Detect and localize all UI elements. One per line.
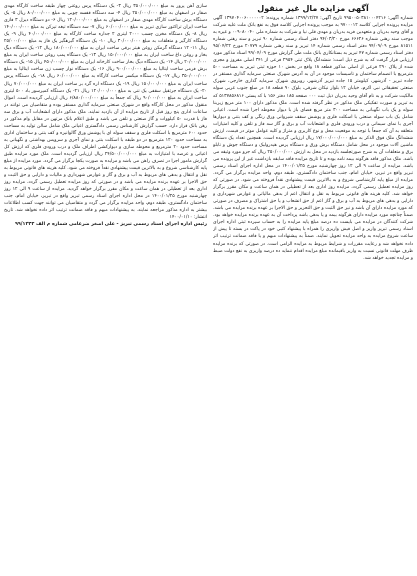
notice-footer: رئیس اداره اجرای اسناد رسمی تبریز - علی اصغر ضرغامی شماره م الف ۹۹/۱۲۴۳	[14, 222, 207, 228]
notice-title: آگهی مزایده مال غیر منقول	[257, 4, 369, 13]
notice-body-right: شماره آگهی: ۹۹۵۰۰۵۰۳۸۱۰۰۰۴۲۱۶ تاریخ آگهی: ۱۳۹۹/۱۲/۲۷ شماره پرونده: ۱۳۹۷۰۴۰۰۶۰۰۰۰۰۰۲ آگهی مزایده پرونده اجرایی کلاسه ۹۷۰۰۰۱۲ به موجب پرونده اجرایی کلاسه فوق به نفع بانک ملت علیه شرکت و آقای وحید بدریان و متعهدین فرید بدریان و مهدی قلی نیا و شرکت به شماره ملی ۰۰۹۰۸۰۰۴۰ و غیره به موجب سند رهنی شماره ۶۶۶۲۶ مورخ ۹۴/۰۳/۲۰ دفتر اسناد رسمی شماره ۹۰ تبریز و سند رهنی شماره ۸۱۵۱۱ مورخ ۹۴/۰۹/۰۹ دفتر اسناد رسمی شماره ۱۴ تبریز و سند رهنی شماره ۲۰۷۷۹ مورخ ۹۵/۰۴/۲۲ دفتر اسناد رسمی شماره ۴۷ تبریز به بستانکاری بانک ملت طی گزارش مورخ ۹۹/۰۴/۰۹ اسناد مذکور مورد ارزیابی قرار گرفت که به شرح ذیل است: ششدانگ پلاک ثبتی ۲۹۵۴ فرعی از ۳۴۱ اصلی مفروز و مجزی شده از پلاک ۲۹۰ فرعی از اصلی مذکور قطعه ۱۸ واقع در بخش ۱۰ حوزه ثبتی تبریز به مساحت ۵۰۰ مترمربع با انضمام ساختمان و تاسیسات موجود در آن به آدرس شهرک صنعتی سرمایه گذاری مستقر در جاده تبریز - آذرشهر، کیلومتر ۱۵ جاده تبریز آذرشهر، روبروی شهرک سرمایه گذاری خارجی، شهرک صنعتی تحقیقاتی نبی اکرم، خیابان ۱۲ بلوار نیکان شرقی، بلوک ۹۰ قطعه ۱۸ در ضلع جنوب غربی سوله مالکیت شرکت و به نام آقای وحید بدریان ذیل ثبت ۰۰۰ صفحه ۱۸۵ دفتر ۱۵۶ با کد پستی ۵۱۳۷۸۵۶۸۱۶ که به تبریز و صورت تفکیکی ملک مذکور در نظر گرفته شده است. ملک مذکور دارای ۱۰۰ متر مربع زیربنا سوله و یک باب نگهبانی به مساحت ۳۰۰ متر مربع فضای باز با دیوار محوطه اجرا شده است. اعیانی شامل یک باب سوله صنعتی با اسکلت فلزی و پوشش سقف شیروانی ورق رنگی و کف بتنی و دیوارها آجری با نمای سیمانی و درب ورودی فلزی و انشعابات آب و برق و گاز سه فاز و تلفن و کلیه امتیازات متعلقه به آن که جمعاً با توجه به موقعیت محل و نوع کاربری و متراژ و کلیه عوامل موثر در قیمت، ارزش ششدانگ ملک فوق الذکر به مبلغ ۱۷/۰۰۰/۰۰۰/۰۰۰ ریال ارزیابی گردیده است. همچنین تعداد یک دستگاه ماشین آلات موجود در محل شامل دستگاه برش ورق و دستگاه پرس هیدرولیک و دستگاه جوش و تابلو برق و متعلقات آن به شرح صورتجلسه بازدید در محل به ارزش ۲۵۰/۰۰۰/۰۰۰ ریال که جزو مورد وثیقه می باشد. ملک مذکور فاقد هرگونه بیمه نامه بوده و تا تاریخ مزایده فاقد سابقه بازداشت غیر از این پرونده می باشد. مزایده از ساعت ۹ الی ۱۲ روز چهارشنبه مورخ ۱۴۰۰/۰۱/۲۵ در محل اداره اجرای اسناد رسمی تبریز واقع در تبریز، خیابان امام، جنب ساختمان دادگستری، طبقه دوم، واحد مزایده برگزار می گردد. مزایده از مبلغ پایه کارشناسی شروع و به بالاترین قیمت پیشنهادی نقداً فروخته می شود. در صورتی که روز مزایده تعطیل رسمی گردد، مزایده روز اداری بعد از تعطیلی در همان ساعت و مکان مقرر برگزار خواهد شد. کلیه هزینه های قانونی مربوط به نقل و انتقال اعم از بدهی مالیاتی و عوارض شهرداری و دارایی و بدهی های مربوط به آب و برق و گاز اعم از حق انشعاب و یا حق اشتراک و مصرف در صورتی که مورد مزایده دارای آن باشد و نیز حق الثبت و حق التحریر و حق الاجرا بر عهده برنده مزایده می باشد. ضمناً چنانچه مورد مزایده دارای هرگونه بیمه و یا بدهی باشد پرداخت آن به عهده برنده مزایده خواهد بود. شرکت کنندگان در مزایده می بایست ده درصد مبلغ پایه مزایده را به حساب سپرده ثبتی اداره اجرای اسناد رسمی تبریز واریز و اصل فیش واریزی را همراه با پیشنهاد کتبی خود در پاکت در بسته تا پیش از ساعت شروع مزایده به واحد مزایده تحویل نمایند. ضمناً به پیشنهادات مبهم و یا فاقد ضمانت ترتیب اثر داده نخواهد شد و رعایت مقررات و شرایط مربوط به مزایده الزامی است. در صورتی که برنده مزایده ظرف مهلت قانونی نسبت به واریز باقیمانده مبلغ مزایده اقدام ننماید ده درصد واریزی به نفع دولت ضبط و مزایده تجدید خواهد شد.	[213, 16, 413, 261]
notice-column-right	[213, 3, 413, 573]
notice-body-left: سازی آهن پرور به مبلغ ۳۵۰/۰۰۰/۰۰۰ ریال ۳- یک دستگاه پرس روغنی چهار طبقه ساخت کارگاه مهدی صفار در اصفهان به مبلغ ۲۵۰/۰۰۰/۰۰۰ ریال ۴- سه دستگاه قفسه چوبی به مبلغ ۸۰/۰۰۰/۰۰۰ ریال ۵- یک دستگاه برش ساخت کارگاه مهدی صفار در اصفهان به مبلغ ۱۲۰/۰۰۰/۰۰۰ ریال ۶- دو دستگاه دیزل ۳ فازی ساخت ایران تراکتور سازی تبریز به مبلغ ۶۰/۰۰۰/۰۰۰ ریال ۷- سه دستگاه تیغه تیزکن به مبلغ ۱۴۰/۰۰۰/۰۰۰ ریال ۸- یک دستگاه مخزن چسب ۲۰۰۰ لیتری ۲ جداره ساخت کارگاه به مبلغ ۴۰/۰۰۰/۰۰۰ ریال ۹- یک دستگاه کارگیر و متعلقات به مبلغ ۳۰/۰۰۰/۰۰۰ ریال ۱۰- یک دستگاه گیرهگیر یک فاز به مبلغ ۲۵/۰۰۰/۰۰۰ ریال ۱۱- ۱۲ دستگاه گرمکن روغن هیتر برقی ساخت ایران به مبلغ ۱۸۰/۰۰۰/۰۰۰ ریال ۱۲- یک دستگاه دیگ بخار و روغن داغ ساخت ایران به مبلغ ۱۵۰/۰۰۰/۰۰۰ ریال ۱۳- یک دستگاه پمپ روغن ساخت ایران به مبلغ ۲۰/۰۰۰/۰۰۰ ریال ۱۴- یک دستگاه دیگ بخار ساخت کارخانه ایران به مبلغ ۴۵۰/۰۰۰/۰۰۰ ریال ۱۵- یک دستگاه برش فرمی ساخت ایتالیا به مبلغ ۹۰۰/۰۰۰/۰۰۰ ریال ۱۶- یک دستگاه نوار چسب زن ساخت ایتالیا به مبلغ ۳۵۰/۰۰۰/۰۰۰ ریال ۱۷- یک دستگاه میکسر ساخت کارگاه به مبلغ ۶۰/۰۰۰/۰۰۰ ریال ۱۸- یک دستگاه پرس ساخت ایران به مبلغ ۱۵۰/۰۰۰/۰۰۰ ریال ۱۹- یک دستگاه اره گرد بر ساخت ایران به مبلغ ۷۰/۰۰۰/۰۰۰ ریال ۲۰- یک دستگاه جرثقیل سقفی یک تنی به مبلغ ۱۲۰/۰۰۰/۰۰۰ ریال ۲۱- یک دستگاه کمپرسور باد ۵۰۰ لیتری ساخت ایران به مبلغ ۹۰/۰۰۰/۰۰۰ ریال که جمعاً به مبلغ ۶/۸۸۰/۰۰۰/۰۰۰ ریال ارزیابی گردیده است. اموال منقول مذکور در محل کارگاه واقع در شهرک صنعتی سرمایه گذاری مستقر بوده و متقاضیان می توانند در ساعات اداری پنج روز قبل از تاریخ مزایده از آن بازدید نمایند. ملک مذکور دارای انشعابات آب و برق سه فاز با قدرت ۵۰ کیلووات و گاز صنعتی و تلفن می باشد و طبق اعلام بانک مرتهن در مقابل وام مذکور در رهن بانک قرار دارد. حسب گزارش کارشناس رسمی دادگستری اعیانی ملک شامل سالن تولید به مساحت حدود ۶۰۰ مترمربع با اسکلت فلزی و سقف سوله ای با پوشش ورق گالوانیزه و کف بتنی و ساختمان اداری به مساحت حدود ۱۲۰ مترمربع در دو طبقه با اسکلت بتنی و نمای آجری و سرویس بهداشتی و نگهبانی به مساحت حدود ۲۰ مترمربع و محوطه سازی و دیوارکشی اطراف ملک و درب ورودی فلزی که ارزش کل اعیانی و عرصه با امتیازات به مبلغ ۲۴/۵۰۰/۰۰۰/۰۰۰ ریال ارزیابی گردیده است. ملک مورد مزایده طبق گزارش مامور اجرا در تصرف راهن می باشد و مزایده به صورت یکجا برگزار می گردد. مورد مزایده از مبلغ پایه کارشناسی شروع و به بالاترین قیمت پیشنهادی نقداً فروخته می شود. کلیه هزینه های قانونی مربوط به نقل و انتقال و بدهی های مربوط به آب و برق و گاز و عوارض شهرداری و مالیات و دارایی و حق الثبت و حق الاجرا بر عهده برنده مزایده می باشد و در صورتی که روز مزایده تعطیل رسمی گردد، مزایده روز اداری بعد از تعطیلی در همان ساعت و مکان مقرر برگزار خواهد گردید. مزایده از ساعت ۹ الی ۱۲ روز چهارشنبه مورخ ۱۴۰۰/۰۱/۲۵ در محل اداره اجرای اسناد رسمی تبریز واقع در تبریز، خیابان امام، جنب ساختمان دادگستری، طبقه دوم، واحد مزایده برگزار می گردد و متقاضیان می توانند جهت کسب اطلاعات بیشتر به اداره مذکور مراجعه نمایند. به پیشنهادات مبهم و فاقد ضمانت ترتیب اثر داده نخواهد شد. تاریخ انتشار: ۱۴۰۰/۰۱/۱۰	[4, 4, 207, 221]
auction-notice	[4, 3, 413, 573]
notice-column-left	[4, 3, 207, 573]
